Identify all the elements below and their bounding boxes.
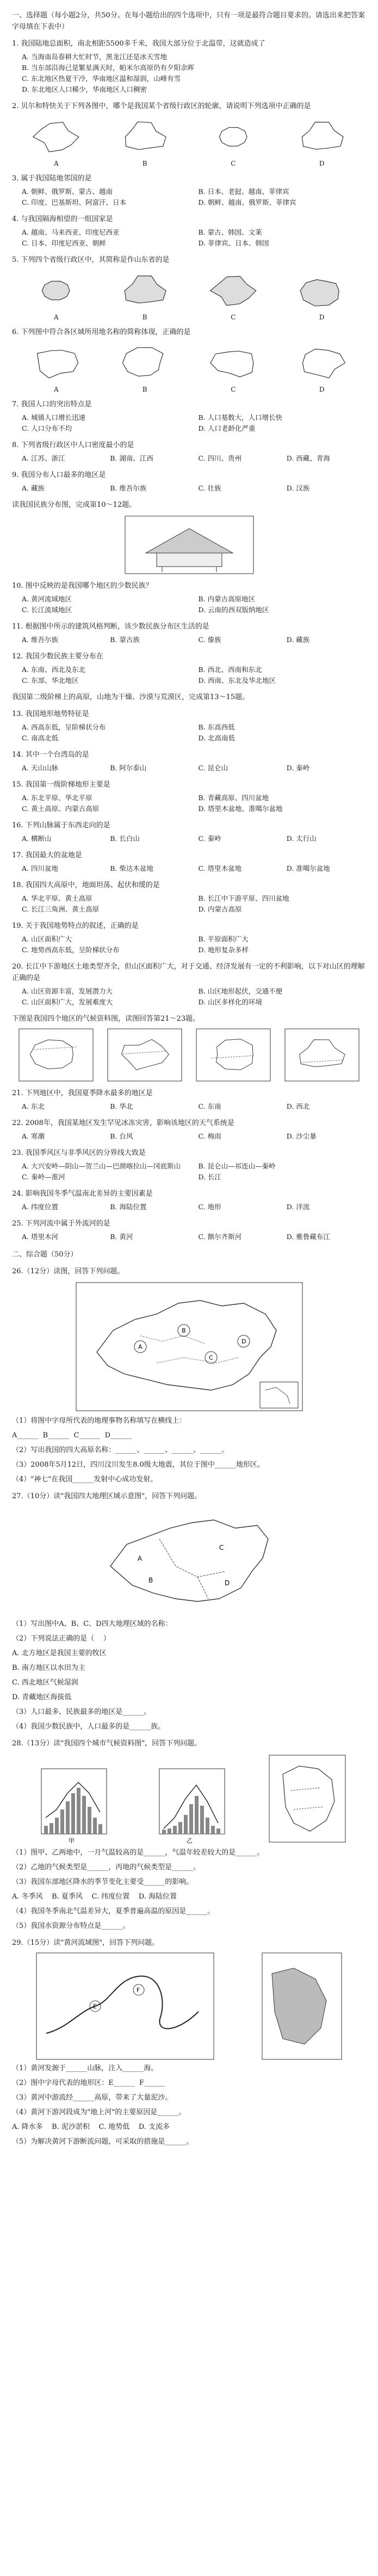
option-choice[interactable]: C. 塔里木盆地 (198, 864, 242, 872)
option-choice[interactable]: D. 地形复杂多样 (198, 946, 249, 954)
option-choice[interactable]: C. 秦岭 (198, 834, 221, 843)
options-group (22, 664, 366, 686)
option-choice[interactable]: C. 地势西高东低，呈阶梯状分布 (22, 946, 120, 954)
option-choice[interactable]: A. 东北平原、华北平原 (22, 794, 92, 802)
question-text: 8. 下列省级行政区中人口密度最小的是 (12, 441, 134, 449)
option-choice[interactable]: D. 西北 (286, 1102, 310, 1110)
question-text: 16. 下列山脉属于东西走向的是 (12, 821, 110, 830)
figure-label: C (231, 386, 236, 393)
option-choice[interactable]: C. 人口分布不均 (22, 424, 72, 432)
answer-line: A. 降水多 B. 泥沙淤积 C. 地势低 D. 支流多 (12, 2123, 170, 2131)
answer-line: （4）我国少数民族中，人口最多的是______族。 (12, 1723, 165, 1731)
svg-text:甲: 甲 (68, 1837, 75, 1844)
option-choice[interactable]: D. 菲律宾、日本、韩国 (198, 239, 269, 247)
yellow-river-inset (261, 1952, 343, 2060)
option-choice[interactable]: C. 秦岭—淮河 (22, 1173, 65, 1181)
figure-label: C (231, 313, 236, 321)
figure-option (115, 115, 175, 167)
option-choice[interactable]: A. 江苏、浙江 (22, 454, 65, 462)
climate-maps-row (12, 1028, 366, 1082)
answer-line: C. 西北地区气候湿润 (12, 1679, 78, 1687)
answer-line: D. 青藏地区海拔低 (12, 1693, 72, 1701)
question-text: 24. 影响我国冬季气温南北差异的主要因素是 (12, 1190, 153, 1198)
question-text: 25. 下列河流中属于外流河的是 (12, 1220, 110, 1228)
figure-option (26, 341, 86, 393)
climate-chart-jia (30, 1763, 112, 1845)
option-choice[interactable]: C. 日本、印度尼西亚、朝鲜 (22, 239, 106, 247)
options-group (22, 1202, 366, 1212)
svg-text:A: A (138, 1343, 142, 1350)
option-choice[interactable]: B. 海陆位置 (110, 1203, 147, 1211)
q27-title: 27.（10分）读"我国四大地理区域示意图"，回答下列问题。 (12, 1492, 202, 1500)
answer-line: （3）人口最多、民族最多的地区是______。 (12, 1708, 151, 1716)
question-text: 读我国民族分布图，完成第10～12题。 (12, 501, 137, 509)
option-choice[interactable]: D. 准噶尔盆地 (286, 864, 330, 872)
answer-line: A. 冬季风 B. 夏季风 C. 纬度位置 D. 海陆位置 (12, 1893, 177, 1901)
question-text: 3. 属于我国陆地邻国的是 (12, 174, 92, 183)
option-choice[interactable]: D. 云南的西双版纳地区 (198, 606, 269, 614)
answer-line: （4）我国冬季南北气温差异大，夏季普遍高温的原因是______。 (12, 1907, 215, 1915)
option-choice[interactable]: C. 壮族 (198, 484, 221, 492)
option-choice[interactable]: A. 朝鲜、俄罗斯、蒙古、越南 (22, 187, 113, 196)
option-choice[interactable]: D. 东北地区人口稀少，华南地区人口稠密 (22, 85, 147, 93)
option-choice[interactable]: A. 横断山 (22, 834, 52, 843)
figure-option (292, 341, 352, 393)
climate-map-thumb (195, 1028, 271, 1082)
options-group (22, 893, 366, 915)
option-choice[interactable]: A. 华北平原、黄土高原 (22, 894, 92, 902)
answer-line: （2）下列说法正确的是（ ） (12, 1635, 110, 1643)
part2-title: 二、综合题（50分） (12, 1251, 78, 1259)
q26-title: 26.（12分）读图，回答下列问题。 (12, 1267, 125, 1276)
figure-label: D (319, 160, 325, 167)
answer-line: （2）图中字母代表的地形区：E______ F______ (12, 2079, 166, 2087)
option-choice[interactable]: A. 藏族 (22, 484, 45, 492)
climate-map-thumb (107, 1028, 183, 1082)
figure-option (203, 269, 263, 321)
option-choice[interactable]: A. 当海南岛春耕大忙时节，黑龙江还是冰天雪地 (22, 53, 167, 61)
q29-lines (12, 2063, 366, 2147)
province-outline (26, 269, 86, 312)
answer-line: （3）我国东部地区降水的季节变化主要受______的影响。 (12, 1878, 194, 1886)
question-text: 18. 我国四大高原中，地面坦荡、起伏和缓的是 (12, 881, 160, 889)
figure-option (292, 269, 352, 321)
question-text: 20. 长江中下游地区土地类型齐全，但山区面积广大，对于交通、经济发展有一定的不利影响，以下对山区的理解正确的是 (12, 963, 365, 982)
question-text: 21. 下列地区中，我国夏季降水最多的地区是 (12, 1089, 153, 1097)
question-text: 1. 我国陆地总面积，南北相距5500多千米，我国大部分位于北温带，这就造成了 (12, 40, 265, 48)
province-outline (203, 341, 263, 385)
answer-line: A______ B______ C______ D______ (12, 1431, 132, 1440)
options-group (22, 1161, 366, 1183)
answer-line: （1）黄河发源于______山脉，注入______海。 (12, 2064, 158, 2072)
figure-option (203, 115, 263, 167)
svg-text:C: C (208, 1354, 213, 1361)
svg-text:B: B (181, 1327, 186, 1334)
option-choice[interactable]: D. 山区多样化的环境 (198, 998, 263, 1006)
figure-label: C (231, 160, 236, 167)
question-text: 5. 下列四个省级行政区中，其简称是作山东省的是 (12, 256, 170, 264)
option-choice[interactable]: D. 人口老龄化严重 (198, 424, 256, 432)
option-choice[interactable]: D. 秦岭 (286, 764, 310, 772)
options-group (22, 52, 366, 95)
figure-label: D (319, 313, 325, 321)
q28-title: 28.（13分）读"我国四个城市气候资料图"，回答下列问题。 (12, 1739, 202, 1748)
question-text: 12. 我国少数民族主要分布在 (12, 652, 103, 661)
q27-lines (12, 1618, 366, 1732)
options-group (22, 722, 366, 744)
question-text: 19. 关于我国地势特点的叙述，正确的是 (12, 922, 139, 930)
options-group (22, 934, 366, 956)
option-choice[interactable]: D. 内蒙古高原 (198, 905, 242, 913)
option-choice[interactable]: B. 阿尔泰山 (110, 764, 147, 772)
figure-option (26, 115, 86, 167)
answer-line: （1）写出图中A、B、C、D四大地理区域的名称： (12, 1620, 172, 1628)
option-choice[interactable]: A. 黄河流域地区 (22, 595, 72, 603)
province-outline (292, 269, 352, 312)
province-outline (292, 115, 352, 159)
options-group (22, 1232, 366, 1242)
options-group (22, 763, 366, 774)
option-choice[interactable]: C. 东北地区热夏干冷，华南地区温和湿润，山峰有雪 (22, 74, 181, 83)
question-text: 17. 我国最大的盆地是 (12, 851, 82, 859)
question-text: 15. 我国第一级阶梯地形主要是 (12, 781, 110, 789)
option-choice[interactable]: D. 沙尘暴 (286, 1132, 317, 1140)
question-text: 我国第二级阶梯上的高原，山地为干燥、沙漠与荒漠区，完成第13～15题。 (12, 693, 250, 701)
climate-map-thumb (18, 1028, 94, 1082)
option-choice[interactable]: C. 傣族 (198, 636, 221, 644)
option-choice[interactable]: C. 南高北低 (22, 734, 59, 742)
option-choice[interactable]: B. 柴达木盆地 (110, 864, 153, 872)
question-text: 14. 其中一个台湾岛的是 (12, 751, 89, 759)
option-choice[interactable]: D. 西南、东北及华北地区 (198, 676, 276, 684)
option-choice[interactable]: A. 东南、西北及东北 (22, 665, 85, 674)
figure-option (203, 341, 263, 393)
option-choice[interactable]: A. 塔里木河 (22, 1233, 58, 1241)
option-choice[interactable]: B. 维吾尔族 (110, 484, 147, 492)
figure-option (115, 341, 175, 393)
option-choice[interactable]: D. 太行山 (286, 834, 317, 843)
option-choice[interactable]: C. 地形 (198, 1203, 221, 1211)
climate-charts-row (12, 1752, 366, 1845)
figure-option (292, 115, 352, 167)
q29-title: 29.（15分）读"黄河流域图"，回答下列问题。 (12, 1939, 159, 1947)
option-choice[interactable]: C. 长江三角洲、黄土高原 (22, 905, 100, 913)
options-group (22, 793, 366, 814)
figure-option (26, 269, 86, 321)
question-list (12, 38, 366, 1242)
svg-text:A: A (137, 1555, 142, 1562)
option-choice[interactable]: B. 东高西低 (198, 723, 235, 731)
option-choice[interactable]: B. 青藏高原、四川盆地 (198, 794, 269, 802)
q28-lines (12, 1847, 366, 1932)
option-choice[interactable]: A. 维吾尔族 (22, 636, 58, 644)
province-outline (26, 341, 86, 385)
question-text: 10. 图中反映的是我国哪个地区的少数民族？ (12, 582, 153, 590)
option-choice[interactable]: A. 寒潮 (22, 1132, 45, 1140)
option-choice[interactable]: B. 台风 (110, 1132, 133, 1140)
answer-line: （1）将图中字母所代表的地理事物名称填写在横线上： (12, 1417, 187, 1425)
option-choice[interactable]: A. 山区资源丰富，发展潜力大 (22, 987, 113, 995)
question-text: 13. 我国地形地势特征是 (12, 710, 89, 718)
figure-option (115, 269, 175, 321)
option-choice[interactable]: A. 越南、马来西亚、印度尼西亚 (22, 228, 120, 236)
province-figures (12, 269, 366, 321)
answer-line: A. 北方地区是我国主要的牧区 (12, 1649, 107, 1657)
option-choice[interactable]: B. 内蒙古高原地区 (198, 595, 256, 603)
option-choice[interactable]: C. 东南 (198, 1102, 221, 1110)
option-choice[interactable]: D. 长江 (198, 1173, 222, 1181)
option-choice[interactable]: D. 朝鲜、越南、俄罗斯、菲律宾 (198, 198, 296, 206)
option-choice[interactable]: C. 东部、华北地区 (22, 676, 79, 684)
options-group (22, 863, 366, 874)
options-group (22, 833, 366, 844)
instructions: 一、选择题（每小题2分，共50分。在每小题给出的四个选项中，只有一项是最符合题目要求的。请选出来把答案字母填在下表中） (12, 11, 365, 31)
option-choice[interactable]: B. 人口基数大，人口增长快 (198, 413, 283, 422)
province-outline (115, 269, 175, 312)
option-choice[interactable]: A. 城镇人口增长迅速 (22, 413, 85, 422)
option-choice[interactable]: A. 西高东低，呈阶梯状分布 (22, 723, 106, 731)
question-text: 23. 我国季风区与非季风区的分界线大致是 (12, 1149, 146, 1157)
option-choice[interactable]: C. 梅雨 (198, 1132, 221, 1140)
option-choice[interactable]: C. 印度、巴基斯坦、阿富汗、日本 (22, 198, 127, 206)
svg-text:D: D (224, 1579, 230, 1587)
svg-text:D: D (241, 1338, 246, 1345)
option-choice[interactable]: B. 黄河 (110, 1233, 133, 1241)
option-choice[interactable]: A. 纬度位置 (22, 1203, 58, 1211)
figure-label: D (319, 386, 325, 393)
q26-lines (12, 1415, 366, 1485)
option-choice[interactable]: C. 额尔齐斯河 (198, 1233, 242, 1241)
option-choice[interactable]: A. 东北 (22, 1102, 45, 1110)
option-choice[interactable]: C. 长江流域地区 (22, 606, 72, 614)
option-choice[interactable]: D. 洋流 (286, 1203, 310, 1211)
question-text: 22. 2008年，我国某地区发生罕见冰冻灾害，影响该地区的天气系统是 (12, 1119, 234, 1127)
climate-map (267, 1752, 348, 1845)
option-choice[interactable]: B. 湖南、江西 (110, 454, 153, 462)
question-text: 11. 根据图中所示的建筑风格判断，该少数民族分布区生活的是 (12, 623, 209, 631)
answer-line: （4）"神七"在我国______发射中心成功发射。 (12, 1475, 158, 1484)
figure-label: A (54, 386, 59, 393)
options-group (22, 986, 366, 1008)
option-choice[interactable]: A. 山区面积广大 (22, 935, 72, 943)
svg-text:E: E (92, 2003, 97, 2010)
answer-line: B. 南方地区以水田为主 (12, 1664, 85, 1672)
options-group (22, 483, 366, 494)
answer-line: （5）我国水资源分布特点是______。 (12, 1922, 130, 1930)
figure-label: A (54, 313, 59, 321)
options-group (22, 186, 366, 208)
options-group (22, 412, 366, 434)
options-group (22, 1101, 366, 1112)
option-choice[interactable]: B. 平原面积广大 (198, 935, 249, 943)
svg-text:B: B (148, 1576, 153, 1584)
question-text: 4. 与我国隔海相望的一组国家是 (12, 215, 113, 223)
answer-line: （3）黄河中游流经______高原，带来了大量泥沙。 (12, 2094, 172, 2102)
svg-text:C: C (219, 1544, 224, 1551)
svg-text:F: F (136, 1987, 140, 1994)
figure-label: B (142, 160, 147, 167)
option-choice[interactable]: A. 四川盆地 (22, 864, 58, 872)
option-choice[interactable]: A. 大兴安岭—阴山—贺兰山—巴颜喀拉山—冈底斯山 (22, 1162, 181, 1170)
china-map-figure (75, 1281, 303, 1412)
option-choice[interactable]: A. 天山山脉 (22, 764, 58, 772)
option-choice[interactable]: B. 蒙古、韩国、文莱 (198, 228, 262, 236)
options-group (22, 1131, 366, 1142)
option-choice[interactable]: B. 长江中下游平原、四川盆地 (198, 894, 289, 902)
question-text: 9. 我国分布人口最多的地区是 (12, 471, 106, 479)
question-text: 6. 下列图中符合各区域所用地名称的简称体现，正确的是 (12, 328, 191, 336)
answer-line: （4）黄河下游河段成为"地上河"的主要原因是______。 (12, 2108, 186, 2116)
option-choice[interactable]: C. 四川、贵州 (198, 454, 242, 462)
climate-chart-yi (148, 1763, 230, 1845)
yellow-river-row (12, 1952, 366, 2060)
option-choice[interactable]: C. 山区面积广大，发展难度大 (22, 998, 113, 1006)
answer-line: （2）写出我国的四大高原名称：______、______、______、______。 (12, 1446, 229, 1454)
option-choice[interactable]: B. 日本、老挝、越南、菲律宾 (198, 187, 289, 196)
option-choice[interactable]: B. 当东部沿海已是繁星满天时，帕米尔高原仍有夕阳余晖 (22, 64, 195, 72)
figure-label: A (54, 160, 59, 167)
options-group (22, 634, 366, 645)
question-text: 7. 我国人口的突出特点是 (12, 400, 92, 409)
question-text: 下图是我国四个地区的气候资料图，读图回答第21～23题。 (12, 1015, 200, 1023)
options-group (22, 594, 366, 615)
option-choice[interactable]: B. 西北、西南和东北 (198, 665, 262, 674)
option-choice[interactable]: B. 昆仑山—祁连山—秦岭 (198, 1162, 276, 1170)
option-choice[interactable]: D. 北高南低 (198, 734, 236, 742)
option-choice[interactable]: D. 塔里木盆地、准噶尔盆地 (198, 805, 283, 813)
figure-label: B (142, 386, 147, 393)
figure-label: B (142, 313, 147, 321)
question-text: 2. 贝尔和特快关于下列各图中，哪个是我国某个省级行政区的轮廓，请说明下列选项中正确的是 (12, 102, 311, 110)
option-choice[interactable]: B. 华北 (110, 1102, 133, 1110)
province-outline (115, 115, 175, 159)
province-outline (26, 115, 86, 159)
option-choice[interactable]: B. 山区地形起伏，交通不便 (198, 987, 283, 995)
options-group (22, 453, 366, 464)
province-figures (12, 341, 366, 393)
province-outline (203, 115, 263, 159)
yellow-river-map (35, 1952, 215, 2060)
option-choice[interactable]: D. 西藏、青海 (286, 454, 330, 462)
province-outline (292, 341, 352, 385)
option-choice[interactable]: D. 雅鲁藏布江 (286, 1233, 330, 1241)
svg-text:乙: 乙 (186, 1837, 193, 1844)
answer-line: （5）为解决黄河下游断流问题，可采取的措施是______。 (12, 2138, 194, 2146)
answer-line: （1）图甲、乙两地中，一月气温较高的是______，气温年较差较大的是______。 (12, 1849, 264, 1857)
option-choice[interactable]: C. 昆仑山 (198, 764, 228, 772)
options-group (22, 227, 366, 249)
province-outline (203, 269, 263, 312)
answer-line: （2）乙地的气候类型是______，丙地的气候类型是______。 (12, 1863, 201, 1871)
climate-map-thumb (284, 1028, 360, 1082)
option-choice[interactable]: D. 藏族 (286, 636, 310, 644)
province-outline (115, 341, 175, 385)
option-choice[interactable]: D. 汉族 (286, 484, 310, 492)
province-figures (12, 115, 366, 167)
region-map-figure (100, 1506, 279, 1615)
option-choice[interactable]: B. 蒙古族 (110, 636, 140, 644)
option-choice[interactable]: C. 黄土高原、内蒙古高原 (22, 805, 100, 813)
answer-line: （3）2008年5月12日，四川汶川发生8.0级大地震，其位于图中______地形区。 (12, 1461, 264, 1469)
option-choice[interactable]: B. 长白山 (110, 834, 140, 843)
ethnic-house-figure (124, 515, 255, 575)
